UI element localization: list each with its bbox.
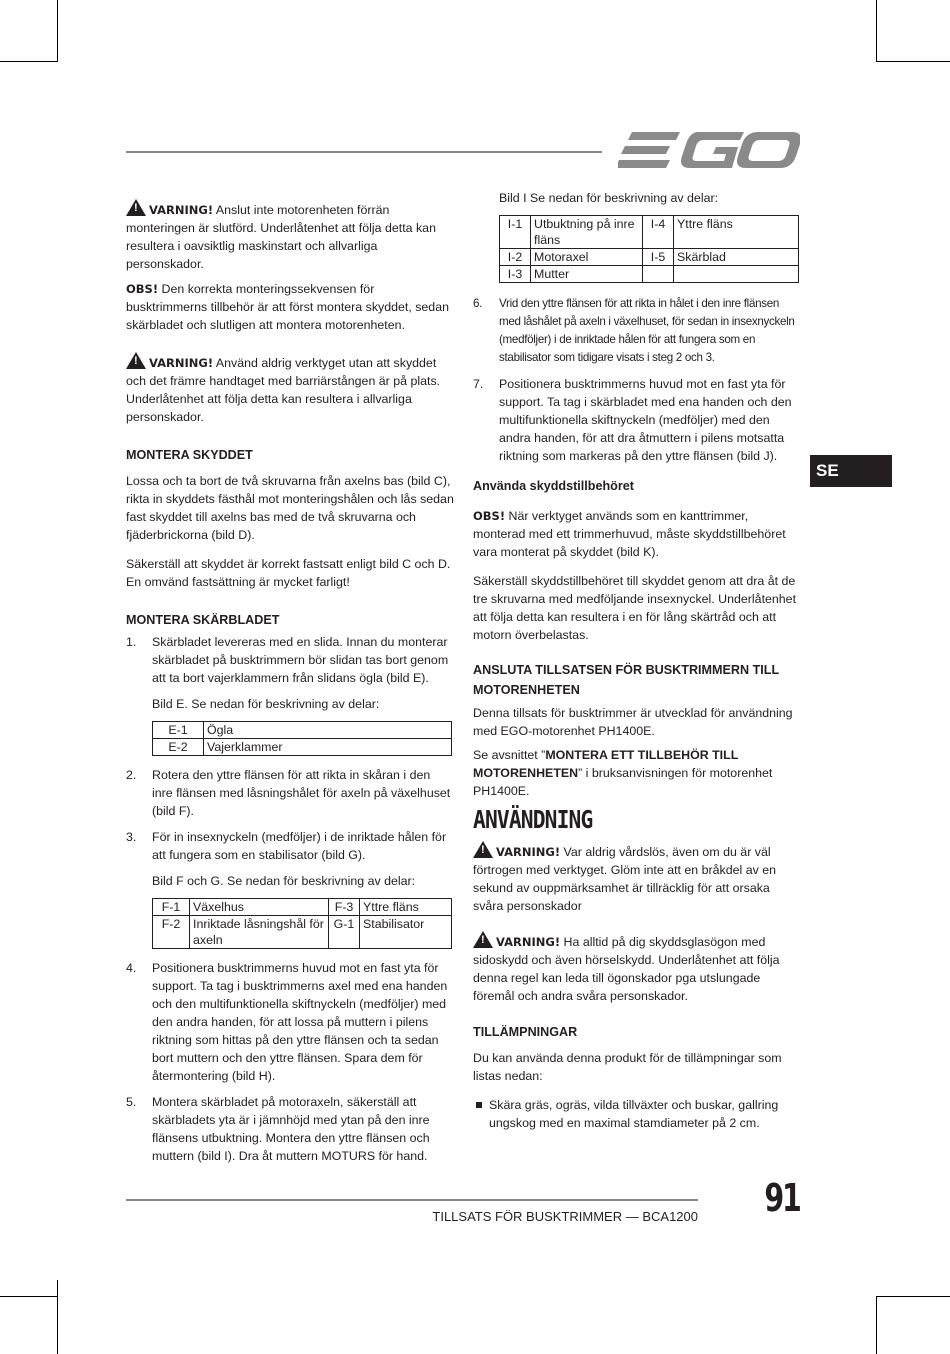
warning-block: !VARNING! Var aldrig vårdslös, även om du är väl förtrogen med verktyget. Glöm inte att en bråkdel av en sekund av ouppmärksamhet är tillräcklig för att orsaka svåra personskador bbox=[473, 841, 801, 915]
warning-icon bbox=[126, 352, 146, 369]
list-item: 2. Rotera den yttre flänsen för att rikta in skåran i den inre flänsen med låsningshålet för axeln på växelhuset (bild F). bbox=[126, 768, 451, 818]
warning-block: !VARNING! Använd aldrig verktyget utan att skyddet och det främre handtaget med barriärstången är på plats. Underlåtenhet att följa detta kan resultera i allvarliga personskador. bbox=[126, 352, 454, 426]
crop-mark bbox=[876, 61, 950, 62]
list-item: 6. Vrid den yttre flänsen för att rikta in hålet i den inre flänsen med låshålet på axeln i växelhuset, för sedan in insexnyckeln (medföljer) i de inriktade hålen för att fungera som en stabilisator som tidigare visats i steg 2 och 3. bbox=[473, 297, 795, 364]
paragraph: Säkerställ att skyddet är korrekt fastsatt enligt bild C och D. En omvänd fastsättning är mycket farligt! bbox=[126, 557, 451, 589]
left-column bbox=[126, 199, 454, 1173]
paragraph: Du kan använda denna produkt för de tillämpningar som listas nedan: bbox=[473, 1051, 782, 1083]
crop-mark bbox=[0, 1296, 58, 1297]
crop-mark bbox=[876, 1296, 950, 1297]
list-item: 5. Montera skärbladet på motoraxeln, säkerställ att skärbladets yta är i jämnhöjd med ytan på den inre flänsens utbuktning. Montera den yttre flänsen och muttern (bild I). Dra åt muttern MOTURS för hand. bbox=[126, 1095, 430, 1163]
figure-caption: Bild I Se nedan för beskrivning av delar: bbox=[499, 191, 719, 205]
crop-mark bbox=[0, 61, 58, 62]
warning-block: !VARNING! Anslut inte motorenheten förrän monteringen är slutförd. Underlåtenhet att följa detta kan resultera i oavsiktlig maskinstart och allvarliga personskador. bbox=[126, 199, 454, 273]
language-tab: SE bbox=[810, 455, 892, 487]
table-row: I-3 Mutter bbox=[500, 266, 799, 283]
parts-table-fg bbox=[152, 898, 452, 949]
list-item: 1. Skärbladet levereras med en slida. Innan du monterar skärbladet på busktrimmern bör slidan tas bort genom att ta bort vajerklammern från slidans ögla (bild E). bbox=[126, 635, 449, 685]
warning-icon bbox=[473, 931, 493, 948]
section-heading: TILLÄMPNINGAR bbox=[473, 1025, 578, 1039]
section-heading: MONTERA SKYDDET bbox=[126, 448, 253, 462]
section-heading: ANSLUTA TILLSATSEN FÖR BUSKTRIMMERN TILL MOTORENHETEN bbox=[473, 663, 779, 697]
section-heading: MONTERA SKÄRBLADET bbox=[126, 613, 280, 627]
list-item: Skära gräs, ogräs, vilda tillväxter och buskar, gallring ungskog med en maximal stamdiameter på 2 cm. bbox=[473, 1096, 801, 1132]
note-block: OBS! Den korrekta monteringssekvensen för busktrimmerns tillbehör är att först montera skyddet, sedan skärbladet och slutligen att montera motorenheten. bbox=[126, 282, 449, 332]
paragraph: Denna tillsats för busktrimmer är utvecklad för användning med EGO-motorenhet PH1400E. bbox=[473, 706, 793, 738]
paragraph: Lossa och ta bort de två skruvarna från axelns bas (bild C), rikta in skyddets fästhål mot monteringshålen och lås sedan fast skyddet till axelns bas med de två skruvarna och fjäderbrickorna (bild D). bbox=[126, 474, 454, 542]
footer-title: TILLSATS FÖR BUSKTRIMMER — BCA1200 bbox=[432, 1209, 698, 1224]
table-row: I-1 Utbuktning på inre fläns I-4 Yttre fläns bbox=[500, 216, 799, 249]
note-block: OBS! När verktyget används som en kanttrimmer, monterad med ett trimmerhuvud, måste skyddstillbehöret vara monterat på skyddet (bild K). bbox=[473, 509, 786, 559]
figure-caption: Bild E. Se nedan för beskrivning av delar: bbox=[152, 697, 380, 711]
paragraph: Se avsnittet ”MONTERA ETT TILLBEHÖR TILL MOTORENHETEN” i bruksanvisningen för motorenhet PH1400E. bbox=[473, 748, 773, 798]
right-column bbox=[473, 189, 801, 1132]
crop-mark bbox=[57, 0, 58, 62]
table-row: E-2 Vajerklammer bbox=[153, 739, 452, 756]
table-row: F-2 Inriktade låsningshål för axeln G-1 Stabilisator bbox=[153, 916, 452, 949]
parts-table-i bbox=[499, 215, 799, 283]
crop-mark bbox=[876, 1296, 877, 1354]
list-item: 7. Positionera busktrimmerns huvud mot en fast yta för support. Ta tag i skärbladet med ena handen och den multifunktionella skiftnyckeln (medföljer) med den andra handen, för att dra åtmuttern i pilens motsatta riktning som markeras på den yttre flänsen (bild J). bbox=[473, 377, 792, 463]
ego-logo bbox=[618, 128, 800, 172]
warning-block: !VARNING! Ha alltid på dig skyddsglasögon med sidoskydd och även hörselskydd. Underlåtenhet att följa denna regel kan leda till ögonskador pga utslungade föremål och andra svåra personskador. bbox=[473, 931, 801, 1005]
paragraph: Säkerställ skyddstillbehöret till skyddet genom att dra åt de tre skruvarna med medföljande insexnyckel. Underlåtenhet att följa detta kan resultera i en för lång skärtråd och att motorn överbelastas. bbox=[473, 574, 797, 642]
figure-caption: Bild F och G. Se nedan för beskrivning av delar: bbox=[152, 874, 416, 888]
page-number: 91 bbox=[764, 1176, 800, 1220]
table-row: E-1 Ögla bbox=[153, 722, 452, 739]
crop-mark bbox=[876, 0, 877, 62]
warning-icon bbox=[473, 841, 493, 858]
list-item: 3. För in insexnyckeln (medföljer) i de inriktade hålen för att fungera som en stabilisator (bild G). bbox=[126, 830, 447, 862]
warning-icon bbox=[126, 199, 146, 216]
section-heading: Använda skyddstillbehöret bbox=[473, 479, 634, 493]
header-rule bbox=[126, 151, 602, 153]
parts-table-e bbox=[152, 721, 452, 756]
list-item: 4. Positionera busktrimmerns huvud mot en fast yta för support. Ta tag i busktrimmerns axel med ena handen och den multifunktionella skiftnyckeln (medföljer) med den andra handen, för att lossa på muttern i pilens riktning som hittas på den yttre flänsen och ta sedan bort muttern och den yttre flänsen. Spara dem för återmontering (bild H). bbox=[126, 961, 448, 1083]
footer-rule bbox=[126, 1199, 698, 1201]
bullet-icon bbox=[476, 1102, 482, 1108]
table-row: F-1 Växelhus F-3 Yttre fläns bbox=[153, 899, 452, 916]
crop-mark bbox=[57, 1280, 58, 1354]
table-row: I-2 Motoraxel I-5 Skärblad bbox=[500, 249, 799, 266]
page-heading: ANVÄNDNING bbox=[473, 805, 593, 834]
